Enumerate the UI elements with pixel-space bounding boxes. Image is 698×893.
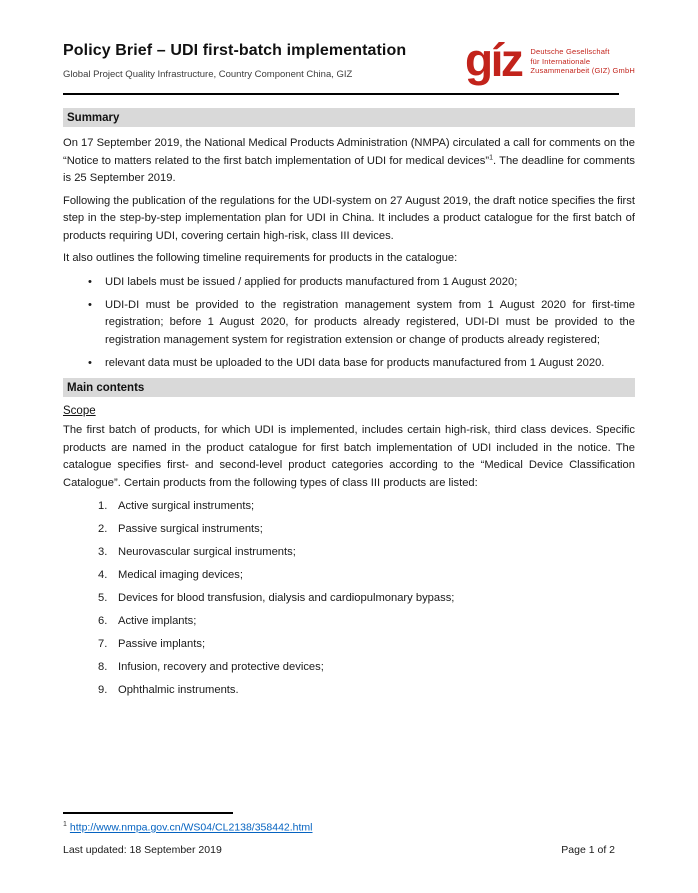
product-category-list (63, 498, 635, 700)
footnote-divider (63, 812, 233, 814)
document-content (63, 34, 635, 705)
list-item-1: Active surgical instruments; (118, 500, 255, 512)
list-item-7: Passive implants; (118, 638, 206, 650)
list-item-6: Active implants; (118, 615, 197, 627)
summary-paragraph-1-text: On 17 September 2019, the National Medical Products Administration (NMPA) circulated a call for comments on the “Notice to matters related to the first batch implementation of UDI for medical devices” (63, 137, 635, 167)
title-block (63, 40, 406, 80)
last-updated-label: Last updated: 18 September 2019 (63, 843, 222, 856)
footnote (63, 821, 635, 834)
main-contents-section (63, 378, 635, 700)
bullet-item-1: • UDI labels must be issued / applied for products manufactured from 1 August 2020; (63, 274, 635, 292)
list-item-2: Passive surgical instruments; (118, 523, 263, 535)
list-item-9: Ophthalmic instruments. (118, 684, 239, 696)
list-item-3: Neurovascular surgical instruments; (118, 546, 296, 558)
giz-wordmark-icon: gíz (465, 34, 522, 86)
giz-tagline-line-2: für Internationale (530, 56, 591, 66)
main-contents-heading: Main contents (63, 378, 635, 397)
summary-paragraph-1-tail: . The deadline for comments is 25 September 2019. (63, 154, 635, 184)
scope-paragraph: The first batch of products, for which UDI is implemented, includes certain high-risk, third class devices. Specific products are named in the product catalogue for first batch implementation of UDI included in the notice. The catalogue specifies first- and second-level product categories according to the “Medical Device Classification Catalogue”. Certain products from the following types of class III products are listed: (63, 424, 635, 489)
summary-heading: Summary (63, 108, 635, 127)
list-item-8: Infusion, recovery and protective devices; (118, 661, 324, 673)
summary-section (63, 108, 635, 372)
page-title: Policy Brief – UDI first-batch implementation (63, 42, 407, 59)
footer-row (63, 844, 635, 856)
summary-paragraph-1 (63, 135, 635, 188)
summary-paragraph-2: Following the publication of the regulations for the UDI-system on 27 August 2019, the draft notice specifies the first step in the step-by-step implementation plan for UDI in China. It includes a product catalogue for the first batch of products requiring UDI, covering certain high-risk, class III devices. (63, 194, 635, 242)
document-header (63, 34, 635, 86)
giz-tagline-line-1: Deutsche Gesellschaft (530, 47, 610, 56)
page-number: Page 1 of 2 (561, 843, 615, 856)
giz-tagline-line-3: Zusammenarbeit (GIZ) GmbH (530, 66, 635, 75)
summary-paragraph-3: It also outlines the following timeline requirements for products in the catalogue: (63, 252, 458, 264)
footnote-marker: 1 (63, 821, 67, 828)
timeline-bullet-list (63, 274, 635, 373)
bullet-item-3: • relevant data must be uploaded to the UDI data base for products manufactured from 1 August 2020. (63, 355, 635, 373)
scope-heading: Scope (63, 405, 96, 417)
header-divider (63, 93, 619, 95)
footnote-link[interactable]: http://www.nmpa.gov.cn/WS04/CL2138/358442.html (69, 821, 313, 834)
giz-logo (465, 34, 635, 86)
bullet-item-2: • UDI-DI must be provided to the registration management system from 1 August 2020 for first-time registration; before 1 August 2020, for products already registered, UDI-DI must be provided to the registration management system for registration extension or change of products already registered; (63, 297, 635, 350)
list-item-5: Devices for blood transfusion, dialysis and cardiopulmonary bypass; (118, 592, 455, 604)
giz-tagline (530, 47, 635, 76)
list-item-4: Medical imaging devices; (118, 569, 243, 581)
footnote-reference: 1 (489, 153, 493, 161)
footer-area (63, 812, 635, 856)
document-subtitle: Global Project Quality Infrastructure, Country Component China, GIZ (63, 69, 353, 80)
